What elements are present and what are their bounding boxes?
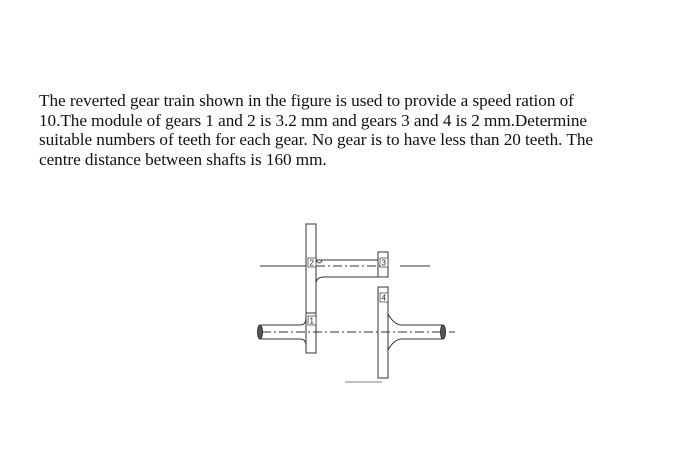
countershaft	[316, 260, 378, 284]
problem-line: 10.The module of gears 1 and 2 is 3.2 mm and gears 3 and 4 is 2 mm.Determine	[39, 110, 587, 130]
problem-line: centre distance between shafts is 160 mm.	[39, 149, 327, 169]
gear-2-label: 2	[309, 258, 314, 268]
problem-line: suitable numbers of teeth for each gear. No gear is to have less than 20 teeth. The	[39, 130, 593, 149]
problem-statement	[39, 91, 679, 169]
reverted-gear-train-figure	[250, 222, 470, 392]
gear-1-label: 1	[309, 316, 314, 326]
gear-4-label: 4	[381, 293, 386, 303]
gear-2	[306, 224, 316, 353]
input-shaft-end	[258, 325, 263, 339]
gear-3-label: 3	[381, 258, 386, 268]
problem-line: The reverted gear train shown in the figure is used to provide a speed ration of	[39, 91, 574, 110]
